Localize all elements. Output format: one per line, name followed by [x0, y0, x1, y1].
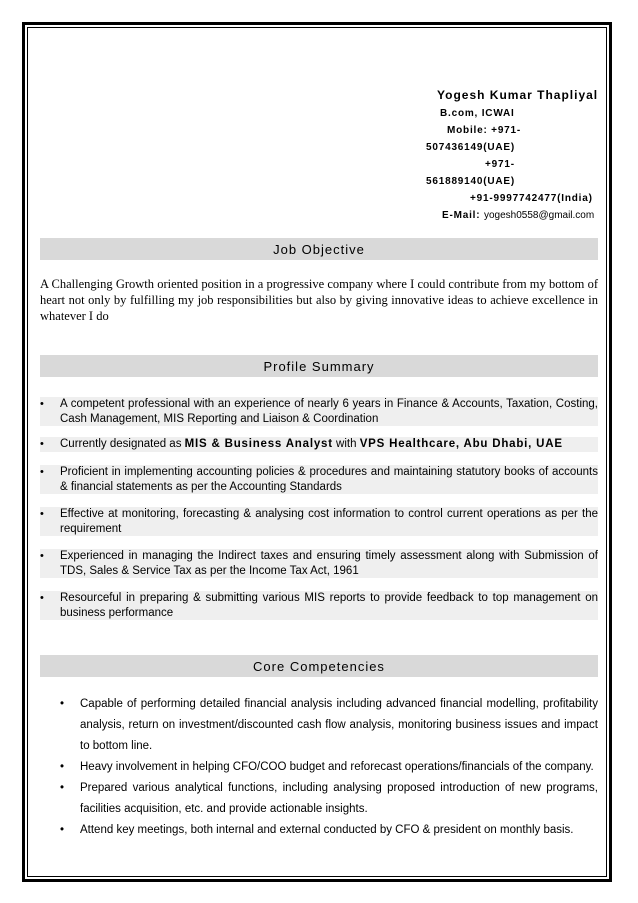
- section-header-profile-summary: Profile Summary: [40, 355, 598, 377]
- bullet-icon: •: [60, 782, 65, 794]
- bullet-icon: •: [40, 592, 44, 604]
- mobile-number-3: +91-9997742477(India): [470, 193, 593, 204]
- designation-prefix: Currently designated as: [60, 438, 185, 450]
- summary-item: [40, 591, 598, 620]
- summary-item: [40, 465, 598, 494]
- designation-role: MIS & Business Analyst: [184, 438, 333, 450]
- email-label: E-Mail:: [442, 210, 481, 221]
- competency-text: Heavy involvement in helping CFO/COO budget and reforecast operations/financials of the company.: [80, 761, 594, 773]
- qualification: B.com, ICWAI: [440, 108, 515, 119]
- competency-text: Attend key meetings, both internal and external conducted by CFO & president on monthly basis.: [80, 824, 574, 836]
- competency-text: Capable of performing detailed financial analysis including advanced financial modelling, profitability analysis, return on investment/discounted cash flow analysis, monitoring business issues and impact to bottom line.: [80, 698, 598, 752]
- summary-item: [40, 397, 598, 426]
- mobile-label: Mobile: +971-: [447, 125, 522, 136]
- competency-item: [60, 757, 598, 778]
- bullet-icon: •: [40, 438, 44, 450]
- designation-company: VPS Healthcare, Abu Dhabi, UAE: [359, 438, 563, 450]
- bullet-icon: •: [40, 508, 44, 520]
- summary-text: A competent professional with an experience of nearly 6 years in Finance & Accounts, Taxation, Costing, Cash Management, MIS Reporting and Liaison & Coordination: [60, 398, 598, 425]
- designation-with: with: [332, 438, 360, 450]
- competency-item: [60, 778, 598, 820]
- summary-item: [40, 507, 598, 536]
- objective-text: A Challenging Growth oriented position in a progressive company where I could contribute from my bottom of heart not only by fulfilling my job responsibilities but also by giving innovative ideas to achieve excellence in whatever I do: [40, 277, 598, 323]
- section-header-job-objective: Job Objective: [40, 238, 598, 260]
- summary-text-designation: [60, 437, 598, 452]
- candidate-name: Yogesh Kumar Thapliyal: [437, 88, 599, 102]
- mobile-2-prefix: +971-: [485, 159, 515, 170]
- summary-text: Resourceful in preparing & submitting various MIS reports to provide feedback to top management on business performance: [60, 592, 598, 619]
- bullet-icon: •: [60, 824, 65, 836]
- bullet-icon: •: [60, 761, 65, 773]
- bullet-icon: •: [60, 698, 65, 710]
- mobile-number-1: 507436149(UAE): [426, 142, 516, 153]
- summary-text: Proficient in implementing accounting policies & procedures and maintaining statutory books of accounts & financial statements as per the Accounting Standards: [60, 466, 598, 493]
- section-header-core-competencies: Core Competencies: [40, 655, 598, 677]
- bullet-icon: •: [40, 550, 44, 562]
- competency-text: Prepared various analytical functions, including analysing proposed introduction of new programs, facilities acquisition, etc. and provide actionable insights.: [80, 782, 598, 815]
- summary-item: [40, 549, 598, 578]
- competency-item: [60, 694, 598, 757]
- competency-item: [60, 820, 598, 841]
- bullet-icon: •: [40, 398, 44, 410]
- mobile-number-2: 561889140(UAE): [426, 176, 516, 187]
- email-line: [442, 210, 594, 221]
- bullet-icon: •: [40, 466, 44, 478]
- summary-item: [40, 437, 598, 452]
- summary-text: Effective at monitoring, forecasting & analysing cost information to control current operations as per the requirement: [60, 508, 598, 535]
- summary-text: Experienced in managing the Indirect taxes and ensuring timely assessment along with Submission of TDS, Sales & Service Tax as per the Income Tax Act, 1961: [60, 550, 598, 577]
- email-value: yogesh0558@gmail.com: [483, 210, 595, 221]
